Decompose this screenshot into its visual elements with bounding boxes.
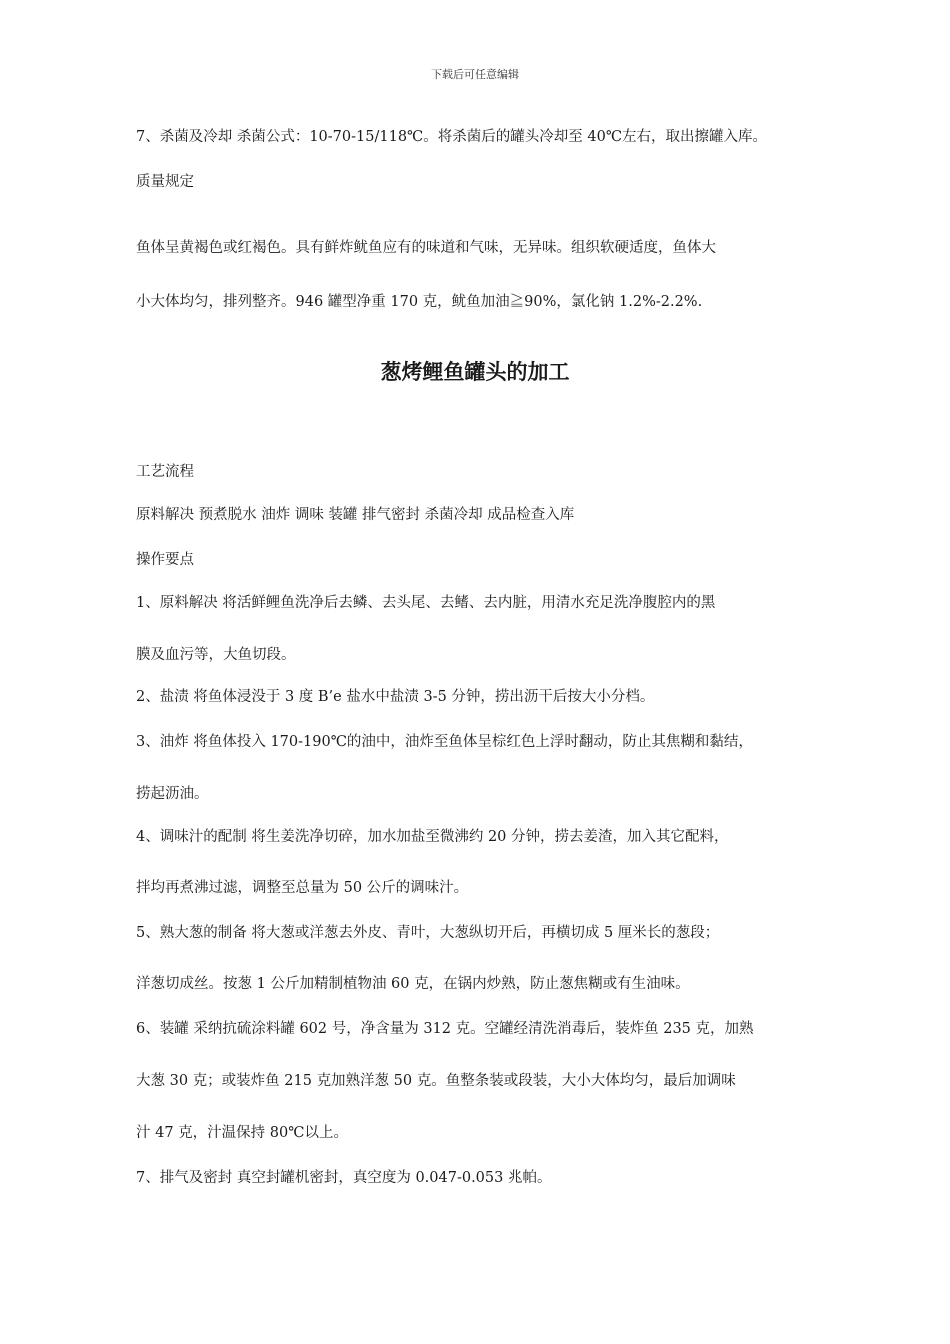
operation-line: 洋葱切成丝。按葱 1 公斤加精制植物油 60 克，在锅内炒熟，防止葱焦糊或有生油味。 xyxy=(136,976,690,992)
process-heading: 工艺流程 xyxy=(136,464,194,480)
operation-line: 拌均再煮沸过滤，调整至总量为 50 公斤的调味汁。 xyxy=(136,880,469,896)
operation-line: 6、装罐 采纳抗硫涂料罐 602 号，净含量为 312 克。空罐经清洗消毒后，装炸鱼 235 克，加熟 xyxy=(136,1021,754,1037)
operation-heading: 操作要点 xyxy=(136,552,194,568)
operation-line: 7、排气及密封 真空封罐机密封，真空度为 0.047-0.053 兆帕。 xyxy=(136,1170,552,1186)
process-steps: 原料解决 预煮脱水 油炸 调味 装罐 排气密封 杀菌冷却 成品检查入库 xyxy=(136,507,575,523)
operation-line: 汁 47 克，汁温保持 80℃以上。 xyxy=(136,1125,348,1141)
page-header: 下载后可任意编辑 xyxy=(431,68,519,81)
operation-line: 4、调味汁的配制 将生姜洗净切碎，加水加盐至微沸约 20 分钟，捞去姜渣，加入其它配料， xyxy=(136,829,729,845)
operation-line: 大葱 30 克；或装炸鱼 215 克加熟洋葱 50 克。鱼整条装或段装，大小大体均匀，最后加调味 xyxy=(136,1073,736,1089)
quality-heading: 质量规定 xyxy=(136,174,194,190)
quality-text-line-2: 小大体均匀，排列整齐。946 罐型净重 170 克，鱿鱼加油≧90%，氯化钠 1.2%-2.2%. xyxy=(136,294,703,310)
operation-line: 1、原料解决 将活鲜鲤鱼洗净后去鳞、去头尾、去鳍、去内脏，用清水充足洗净腹腔内的黑 xyxy=(136,595,716,611)
operation-line: 膜及血污等，大鱼切段。 xyxy=(136,647,296,663)
operation-line: 5、熟大葱的制备 将大葱或洋葱去外皮、青叶，大葱纵切开后，再横切成 5 厘米长的葱段； xyxy=(136,925,720,941)
operation-line: 捞起沥油。 xyxy=(136,786,209,802)
operation-line: 2、盐渍 将鱼体浸没于 3 度 B’e 盐水中盐渍 3-5 分钟，捞出沥干后按大小分档。 xyxy=(136,689,655,705)
document-title: 葱烤鲤鱼罐头的加工 xyxy=(380,360,570,384)
quality-text-line-1: 鱼体呈黄褐色或红褐色。具有鲜炸鱿鱼应有的味道和气味，无异味。组织软硬适度，鱼体大 xyxy=(136,240,716,256)
sterilization-step: 7、杀菌及冷却 杀菌公式：10-70-15/118℃。将杀菌后的罐头冷却至 40℃左右，取出擦罐入库。 xyxy=(136,129,768,145)
operation-line: 3、油炸 将鱼体投入 170-190℃的油中，油炸至鱼体呈棕红色上浮时翻动，防止其焦糊和黏结， xyxy=(136,734,753,750)
